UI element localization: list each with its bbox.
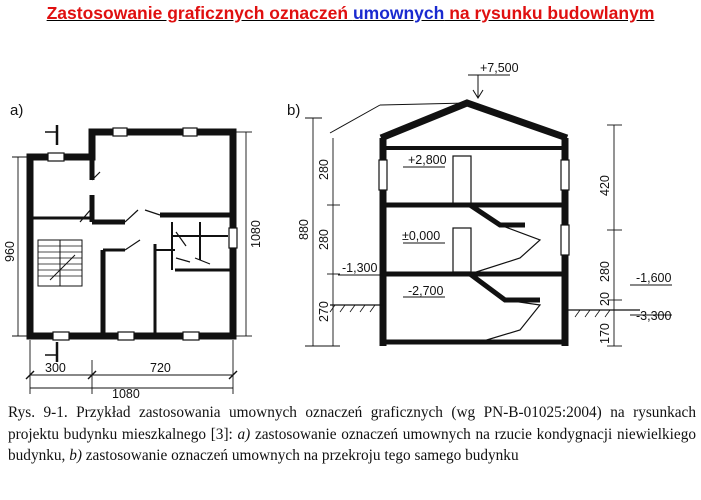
dim-section-170: 170 bbox=[598, 323, 612, 344]
title-part-3: na rysunku budowlanym bbox=[444, 3, 655, 23]
title-part-2: umownych bbox=[352, 3, 445, 23]
cross-section-b bbox=[305, 75, 672, 346]
dim-section-270: 270 bbox=[317, 301, 331, 322]
dim-section-880: 880 bbox=[297, 219, 311, 240]
dim-section-280-mid: 280 bbox=[317, 229, 331, 250]
level-ridge: +7,500 bbox=[480, 61, 519, 75]
figure-caption bbox=[8, 402, 696, 467]
caption-b-text: zastosowanie oznaczeń umownych na przekroju tego samego budynku bbox=[81, 447, 519, 464]
level-left: -1,300 bbox=[342, 261, 378, 275]
dim-plan-height: 960 bbox=[3, 241, 17, 262]
level-right-a: -1,600 bbox=[636, 271, 672, 285]
dim-section-420: 420 bbox=[598, 175, 612, 196]
level-ground: ±0,000 bbox=[402, 229, 441, 243]
caption-a-tag: a) bbox=[237, 425, 251, 443]
dim-section-280-right: 280 bbox=[598, 261, 612, 282]
title-part-1: Zastosowanie graficznych oznaczeń bbox=[46, 3, 353, 23]
caption-body: Przykład zastosowania umownych oznaczeń graficznych (wg PN-B-01025:2004) na rysunkach projektu budynku mieszkalnego [3]: bbox=[8, 404, 696, 443]
dim-plan-1080: 1080 bbox=[112, 387, 140, 400]
plan-a-label: a) bbox=[10, 102, 24, 119]
level-right-b: -3,300 bbox=[636, 309, 672, 323]
level-basement: -2,700 bbox=[408, 284, 444, 298]
caption-a-text: zastosowanie oznaczeń umownych na rzucie kondygnacji niewielkiego budynku, bbox=[8, 425, 696, 464]
dim-section-20: 20 bbox=[598, 292, 612, 306]
caption-lead: Rys. 9-1. bbox=[8, 404, 77, 421]
dim-section-280-top: 280 bbox=[317, 159, 331, 180]
level-first-floor: +2,800 bbox=[408, 153, 447, 167]
dim-plan-720: 720 bbox=[150, 361, 171, 375]
section-b-label: b) bbox=[287, 102, 301, 119]
dim-plan-height-right: 1080 bbox=[249, 220, 263, 248]
dim-plan-300: 300 bbox=[45, 361, 66, 375]
caption-b-tag: b) bbox=[69, 447, 82, 464]
floor-plan-a bbox=[12, 125, 252, 394]
